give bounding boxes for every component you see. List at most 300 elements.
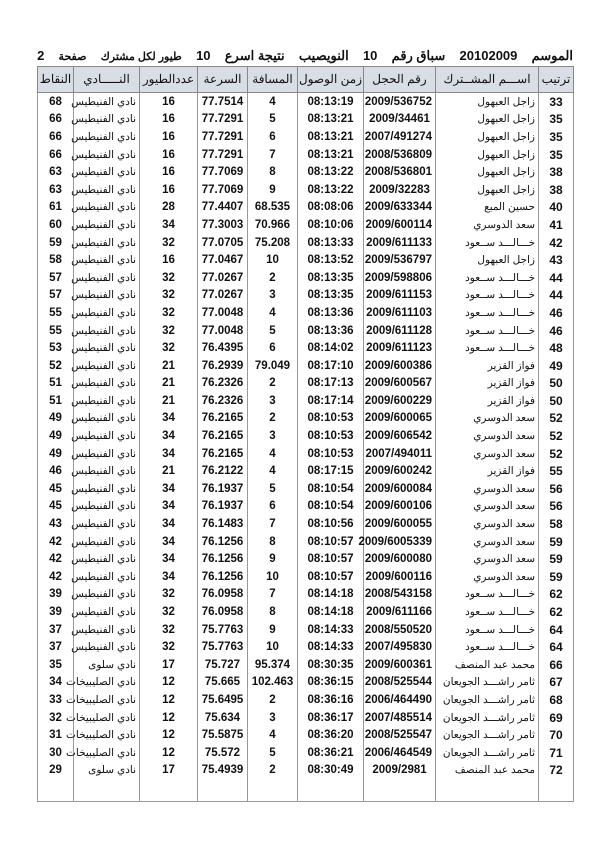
cell-points: 57 — [38, 287, 74, 305]
cell-participant-name: خـــالـــد ســعود — [436, 322, 539, 340]
cell-speed: 77.0267 — [198, 287, 248, 305]
cell-arrival-time: 08:10:57 — [298, 550, 364, 568]
cell-rank: 69 — [539, 709, 574, 727]
cell-rank: 72 — [539, 762, 574, 780]
cell-participant-name: سعد الدوسري — [436, 533, 539, 551]
cell-speed: 76.2939 — [198, 357, 248, 375]
table-row — [38, 234, 574, 252]
cell-ring-number: 2009/611103 — [364, 304, 436, 322]
cell-arrival-time: 08:13:21 — [298, 111, 364, 129]
cell-distance: 4 — [248, 726, 298, 744]
cell-distance: 4 — [248, 462, 298, 480]
top-n: 10 — [196, 48, 211, 63]
cell-distance: 5 — [248, 744, 298, 762]
table-row — [38, 568, 574, 586]
cell-club: نادي سلوى — [74, 762, 140, 780]
cell-rank: 35 — [539, 128, 574, 146]
race-number: 10 — [362, 48, 378, 63]
cell-ring-number: 2009/598806 — [364, 269, 436, 287]
cell-club: نادي الفنيطيس — [74, 287, 140, 305]
cell-points: 43 — [38, 515, 74, 533]
table-row — [38, 251, 574, 269]
cell-distance: 9 — [248, 181, 298, 199]
cell-distance: 9 — [248, 550, 298, 568]
cell-participant-name: زاجل العبهول — [436, 163, 539, 181]
cell-rank: 55 — [539, 462, 574, 480]
cell-bird-count: 16 — [140, 128, 198, 146]
cell-club: نادي الفنيطيس — [74, 480, 140, 498]
cell-speed: 75.634 — [198, 709, 248, 727]
cell-distance: 4 — [248, 445, 298, 463]
cell-club: نادي الفنيطيس — [74, 375, 140, 393]
cell-speed: 76.1937 — [198, 498, 248, 516]
cell-club: نادي الفنيطيس — [74, 533, 140, 551]
cell-ring-number: 2009/536752 — [364, 93, 436, 111]
cell-arrival-time: 08:36:16 — [298, 691, 364, 709]
cell-arrival-time: 08:13:52 — [298, 251, 364, 269]
cell-participant-name: زاجل العبهول — [436, 111, 539, 129]
header-club: النـــــادي — [74, 67, 140, 93]
cell-distance: 75.208 — [248, 234, 298, 252]
cell-points: 37 — [38, 621, 74, 639]
cell-arrival-time: 08:14:33 — [298, 638, 364, 656]
cell-participant-name: فواز القزير — [436, 375, 539, 393]
cell-rank: 52 — [539, 410, 574, 428]
cell-arrival-time: 08:14:18 — [298, 603, 364, 621]
cell-participant-name: ثامر راشـــد الجويعان — [436, 709, 539, 727]
cell-arrival-time: 08:10:53 — [298, 445, 364, 463]
cell-rank: 46 — [539, 304, 574, 322]
cell-bird-count: 34 — [140, 216, 198, 234]
cell-distance: 5 — [248, 322, 298, 340]
cell-ring-number: 2009/611166 — [364, 603, 436, 621]
cell-ring-number: 2009/600114 — [364, 216, 436, 234]
cell-points: 32 — [38, 709, 74, 727]
cell-distance: 4 — [248, 304, 298, 322]
cell-rank: 66 — [539, 656, 574, 674]
cell-speed: 75.665 — [198, 674, 248, 692]
cell-rank: 62 — [539, 603, 574, 621]
cell-arrival-time: 08:17:14 — [298, 392, 364, 410]
cell-speed: 77.7069 — [198, 181, 248, 199]
cell-points: 49 — [38, 410, 74, 428]
cell-ring-number: 2008/536801 — [364, 163, 436, 181]
cell-bird-count: 34 — [140, 550, 198, 568]
cell-ring-number: 2008/525547 — [364, 726, 436, 744]
table-row — [38, 339, 574, 357]
cell-ring-number: 2009/600106 — [364, 498, 436, 516]
cell-bird-count: 16 — [140, 111, 198, 129]
cell-ring-number: 2007/491274 — [364, 128, 436, 146]
table-row — [38, 427, 574, 445]
cell-arrival-time: 08:10:56 — [298, 515, 364, 533]
table-row — [38, 726, 574, 744]
table-row — [38, 392, 574, 410]
cell-bird-count: 32 — [140, 234, 198, 252]
cell-distance: 95.374 — [248, 656, 298, 674]
cell-speed: 77.3003 — [198, 216, 248, 234]
cell-distance: 7 — [248, 146, 298, 164]
cell-club: نادي الفنيطيس — [74, 357, 140, 375]
cell-rank: 52 — [539, 427, 574, 445]
cell-participant-name: محمد عبد المنصف — [436, 656, 539, 674]
cell-club: نادي الفنيطيس — [74, 498, 140, 516]
cell-arrival-time: 08:10:54 — [298, 498, 364, 516]
table-row — [38, 199, 574, 217]
table-row — [38, 304, 574, 322]
cell-rank: 38 — [539, 181, 574, 199]
cell-speed: 76.1256 — [198, 533, 248, 551]
cell-points: 60 — [38, 216, 74, 234]
cell-distance: 5 — [248, 480, 298, 498]
cell-ring-number: 2009/600386 — [364, 357, 436, 375]
cell-arrival-time: 08:13:21 — [298, 128, 364, 146]
cell-ring-number: 2008/550520 — [364, 621, 436, 639]
cell-bird-count: 12 — [140, 726, 198, 744]
cell-participant-name: خـــالـــد ســعود — [436, 234, 539, 252]
cell-ring-number: 2007/485514 — [364, 709, 436, 727]
cell-participant-name: سعد الدوسري — [436, 410, 539, 428]
table-row — [38, 322, 574, 340]
cell-rank: 50 — [539, 392, 574, 410]
cell-ring-number: 2009/6005339 — [364, 533, 436, 551]
cell-arrival-time: 08:13:36 — [298, 322, 364, 340]
cell-rank: 56 — [539, 480, 574, 498]
cell-points: 49 — [38, 445, 74, 463]
cell-distance: 2 — [248, 375, 298, 393]
cell-speed: 75.4939 — [198, 762, 248, 780]
cell-participant-name: ثامر راشـــد الجويعان — [436, 691, 539, 709]
cell-points: 42 — [38, 568, 74, 586]
page-number: 2 — [37, 48, 45, 63]
cell-points: 66 — [38, 128, 74, 146]
table-row — [38, 709, 574, 727]
cell-rank: 59 — [539, 550, 574, 568]
cell-distance: 68.535 — [248, 199, 298, 217]
cell-club: نادي الفنيطيس — [74, 199, 140, 217]
cell-bird-count: 16 — [140, 163, 198, 181]
cell-speed: 77.0267 — [198, 269, 248, 287]
cell-club: نادي الفنيطيس — [74, 462, 140, 480]
season: 20102009 — [459, 48, 518, 63]
table-row — [38, 480, 574, 498]
cell-rank: 35 — [539, 146, 574, 164]
cell-bird-count: 12 — [140, 691, 198, 709]
cell-points: 29 — [38, 762, 74, 780]
cell-bird-count: 17 — [140, 762, 198, 780]
cell-ring-number: 2009/600055 — [364, 515, 436, 533]
cell-bird-count: 32 — [140, 269, 198, 287]
season-label: الموسم — [531, 48, 573, 63]
cell-ring-number: 2009/600567 — [364, 375, 436, 393]
cell-arrival-time: 08:10:53 — [298, 427, 364, 445]
table-row — [38, 287, 574, 305]
cell-arrival-time: 08:13:35 — [298, 287, 364, 305]
cell-arrival-time: 08:30:49 — [298, 762, 364, 780]
empty-cell — [74, 779, 140, 802]
cell-rank: 68 — [539, 691, 574, 709]
table-row — [38, 146, 574, 164]
table-row — [38, 357, 574, 375]
table-row — [38, 656, 574, 674]
cell-bird-count: 16 — [140, 93, 198, 111]
cell-rank: 49 — [539, 357, 574, 375]
table-row — [38, 128, 574, 146]
cell-participant-name: سعد الدوسري — [436, 427, 539, 445]
empty-cell — [298, 779, 364, 802]
cell-bird-count: 12 — [140, 744, 198, 762]
cell-distance: 3 — [248, 709, 298, 727]
empty-cell — [38, 779, 74, 802]
header-rank: ترتيب — [539, 67, 574, 93]
cell-arrival-time: 08:36:15 — [298, 674, 364, 692]
cell-bird-count: 32 — [140, 603, 198, 621]
cell-distance: 9 — [248, 621, 298, 639]
cell-points: 31 — [38, 726, 74, 744]
table-row — [38, 163, 574, 181]
cell-club: نادي الفنيطيس — [74, 427, 140, 445]
cell-rank: 44 — [539, 269, 574, 287]
cell-ring-number: 2009/600116 — [364, 568, 436, 586]
cell-distance: 10 — [248, 568, 298, 586]
table-row — [38, 638, 574, 656]
cell-club: نادي الفنيطيس — [74, 146, 140, 164]
cell-points: 42 — [38, 533, 74, 551]
cell-speed: 75.572 — [198, 744, 248, 762]
page-label: صفحة — [58, 51, 87, 63]
cell-distance: 3 — [248, 287, 298, 305]
cell-club: نادي الفنيطيس — [74, 93, 140, 111]
cell-points: 51 — [38, 375, 74, 393]
cell-arrival-time: 08:13:33 — [298, 234, 364, 252]
empty-cell — [140, 779, 198, 802]
cell-participant-name: خـــالـــد ســعود — [436, 621, 539, 639]
cell-speed: 77.7291 — [198, 128, 248, 146]
cell-ring-number: 2006/464490 — [364, 691, 436, 709]
cell-rank: 59 — [539, 568, 574, 586]
cell-points: 68 — [38, 93, 74, 111]
cell-speed: 76.2165 — [198, 445, 248, 463]
cell-arrival-time: 08:14:33 — [298, 621, 364, 639]
cell-rank: 52 — [539, 445, 574, 463]
cell-bird-count: 21 — [140, 357, 198, 375]
cell-speed: 77.7514 — [198, 93, 248, 111]
cell-participant-name: فواز القزير — [436, 462, 539, 480]
cell-participant-name: خـــالـــد ســعود — [436, 287, 539, 305]
table-row — [38, 550, 574, 568]
cell-distance: 102.463 — [248, 674, 298, 692]
cell-rank: 56 — [539, 498, 574, 516]
cell-speed: 77.0467 — [198, 251, 248, 269]
cell-club: نادي الفنيطيس — [74, 445, 140, 463]
cell-speed: 76.2165 — [198, 410, 248, 428]
cell-arrival-time: 08:13:21 — [298, 146, 364, 164]
cell-speed: 76.1483 — [198, 515, 248, 533]
cell-points: 39 — [38, 586, 74, 604]
cell-ring-number: 2007/495830 — [364, 638, 436, 656]
cell-participant-name: ثامر راشـــد الجويعان — [436, 744, 539, 762]
cell-points: 45 — [38, 498, 74, 516]
cell-participant-name: سعد الدوسري — [436, 498, 539, 516]
cell-arrival-time: 08:36:21 — [298, 744, 364, 762]
cell-points: 37 — [38, 638, 74, 656]
cell-arrival-time: 08:13:19 — [298, 93, 364, 111]
cell-bird-count: 32 — [140, 322, 198, 340]
results-table — [37, 66, 574, 802]
cell-ring-number: 2009/32283 — [364, 181, 436, 199]
cell-club: نادي الفنيطيس — [74, 621, 140, 639]
cell-rank: 38 — [539, 163, 574, 181]
cell-ring-number: 2008/543158 — [364, 586, 436, 604]
table-row — [38, 410, 574, 428]
cell-distance: 8 — [248, 603, 298, 621]
cell-distance: 3 — [248, 392, 298, 410]
table-row — [38, 533, 574, 551]
cell-arrival-time: 08:36:17 — [298, 709, 364, 727]
cell-speed: 76.0958 — [198, 603, 248, 621]
cell-speed: 77.0048 — [198, 322, 248, 340]
cell-distance: 6 — [248, 498, 298, 516]
cell-distance: 2 — [248, 269, 298, 287]
cell-club: نادي الفنيطيس — [74, 304, 140, 322]
report-title — [37, 48, 573, 66]
cell-points: 46 — [38, 462, 74, 480]
cell-ring-number: 2009/606542 — [364, 427, 436, 445]
table-row — [38, 621, 574, 639]
cell-rank: 41 — [539, 216, 574, 234]
cell-speed: 76.2122 — [198, 462, 248, 480]
cell-rank: 64 — [539, 621, 574, 639]
cell-bird-count: 32 — [140, 621, 198, 639]
cell-rank: 70 — [539, 726, 574, 744]
cell-speed: 75.7763 — [198, 638, 248, 656]
table-row — [38, 603, 574, 621]
cell-rank: 64 — [539, 638, 574, 656]
cell-arrival-time: 08:10:57 — [298, 568, 364, 586]
cell-speed: 76.1256 — [198, 568, 248, 586]
cell-bird-count: 34 — [140, 533, 198, 551]
cell-ring-number: 2009/34461 — [364, 111, 436, 129]
cell-arrival-time: 08:17:13 — [298, 375, 364, 393]
cell-distance: 6 — [248, 339, 298, 357]
cell-bird-count: 21 — [140, 462, 198, 480]
cell-club: نادي سلوى — [74, 656, 140, 674]
cell-bird-count: 34 — [140, 445, 198, 463]
cell-speed: 77.7069 — [198, 163, 248, 181]
cell-bird-count: 34 — [140, 568, 198, 586]
cell-ring-number: 2009/611153 — [364, 287, 436, 305]
cell-bird-count: 34 — [140, 427, 198, 445]
per-label: طيور لكل مشترك — [100, 51, 182, 63]
cell-arrival-time: 08:10:54 — [298, 480, 364, 498]
cell-speed: 75.5875 — [198, 726, 248, 744]
empty-cell — [364, 779, 436, 802]
table-row — [38, 375, 574, 393]
cell-participant-name: فواز القزير — [436, 392, 539, 410]
cell-club: نادي الفنيطيس — [74, 339, 140, 357]
cell-arrival-time: 08:30:35 — [298, 656, 364, 674]
cell-distance: 7 — [248, 586, 298, 604]
cell-bird-count: 16 — [140, 181, 198, 199]
result-label: نتيجة اسرع — [224, 48, 285, 63]
cell-points: 66 — [38, 146, 74, 164]
cell-distance: 10 — [248, 251, 298, 269]
cell-distance: 8 — [248, 533, 298, 551]
cell-arrival-time: 08:13:36 — [298, 304, 364, 322]
cell-bird-count: 28 — [140, 199, 198, 217]
cell-distance: 6 — [248, 128, 298, 146]
cell-club: نادي الفنيطيس — [74, 603, 140, 621]
cell-points: 49 — [38, 427, 74, 445]
empty-cell — [539, 779, 574, 802]
cell-arrival-time: 08:10:06 — [298, 216, 364, 234]
table-row — [38, 216, 574, 234]
table-row — [38, 515, 574, 533]
cell-rank: 40 — [539, 199, 574, 217]
cell-rank: 67 — [539, 674, 574, 692]
cell-bird-count: 34 — [140, 515, 198, 533]
cell-club: نادي الفنيطيس — [74, 322, 140, 340]
cell-points: 51 — [38, 392, 74, 410]
cell-rank: 33 — [539, 93, 574, 111]
cell-ring-number: 2009/600080 — [364, 550, 436, 568]
cell-points: 55 — [38, 322, 74, 340]
header-distance: المسافة — [248, 67, 298, 93]
cell-club: نادي الفنيطيس — [74, 111, 140, 129]
table-row — [38, 744, 574, 762]
cell-participant-name: سعد الدوسري — [436, 445, 539, 463]
cell-arrival-time: 08:13:22 — [298, 181, 364, 199]
cell-distance: 79.049 — [248, 357, 298, 375]
cell-participant-name: حسين المبع — [436, 199, 539, 217]
cell-participant-name: سعد الدوسري — [436, 550, 539, 568]
cell-participant-name: ثامر راشـــد الجويعان — [436, 674, 539, 692]
cell-participant-name: فواز القزير — [436, 357, 539, 375]
cell-arrival-time: 08:10:53 — [298, 410, 364, 428]
cell-club: نادي الفنيطيس — [74, 216, 140, 234]
cell-club: نادي الفنيطيس — [74, 638, 140, 656]
table-row — [38, 181, 574, 199]
cell-distance: 5 — [248, 111, 298, 129]
table-row — [38, 445, 574, 463]
cell-club: نادي الفنيطيس — [74, 163, 140, 181]
cell-points: 39 — [38, 603, 74, 621]
cell-ring-number: 2009/536797 — [364, 251, 436, 269]
cell-bird-count: 12 — [140, 674, 198, 692]
cell-ring-number: 2008/525544 — [364, 674, 436, 692]
cell-club: نادي الفنيطيس — [74, 515, 140, 533]
cell-distance: 4 — [248, 93, 298, 111]
cell-points: 42 — [38, 550, 74, 568]
cell-ring-number: 2009/611128 — [364, 322, 436, 340]
cell-club: نادي الفنيطيس — [74, 269, 140, 287]
cell-club: نادي الفنيطيس — [74, 586, 140, 604]
cell-rank: 43 — [539, 251, 574, 269]
cell-participant-name: خـــالـــد ســعود — [436, 603, 539, 621]
cell-ring-number: 2009/600242 — [364, 462, 436, 480]
cell-rank: 50 — [539, 375, 574, 393]
cell-participant-name: زاجل العبهول — [436, 181, 539, 199]
cell-speed: 76.2326 — [198, 375, 248, 393]
cell-points: 33 — [38, 691, 74, 709]
table-row — [38, 269, 574, 287]
table-row — [38, 586, 574, 604]
cell-speed: 77.4407 — [198, 199, 248, 217]
cell-distance: 2 — [248, 762, 298, 780]
cell-participant-name: زاجل العبهول — [436, 93, 539, 111]
cell-distance: 70.966 — [248, 216, 298, 234]
cell-arrival-time: 08:14:02 — [298, 339, 364, 357]
